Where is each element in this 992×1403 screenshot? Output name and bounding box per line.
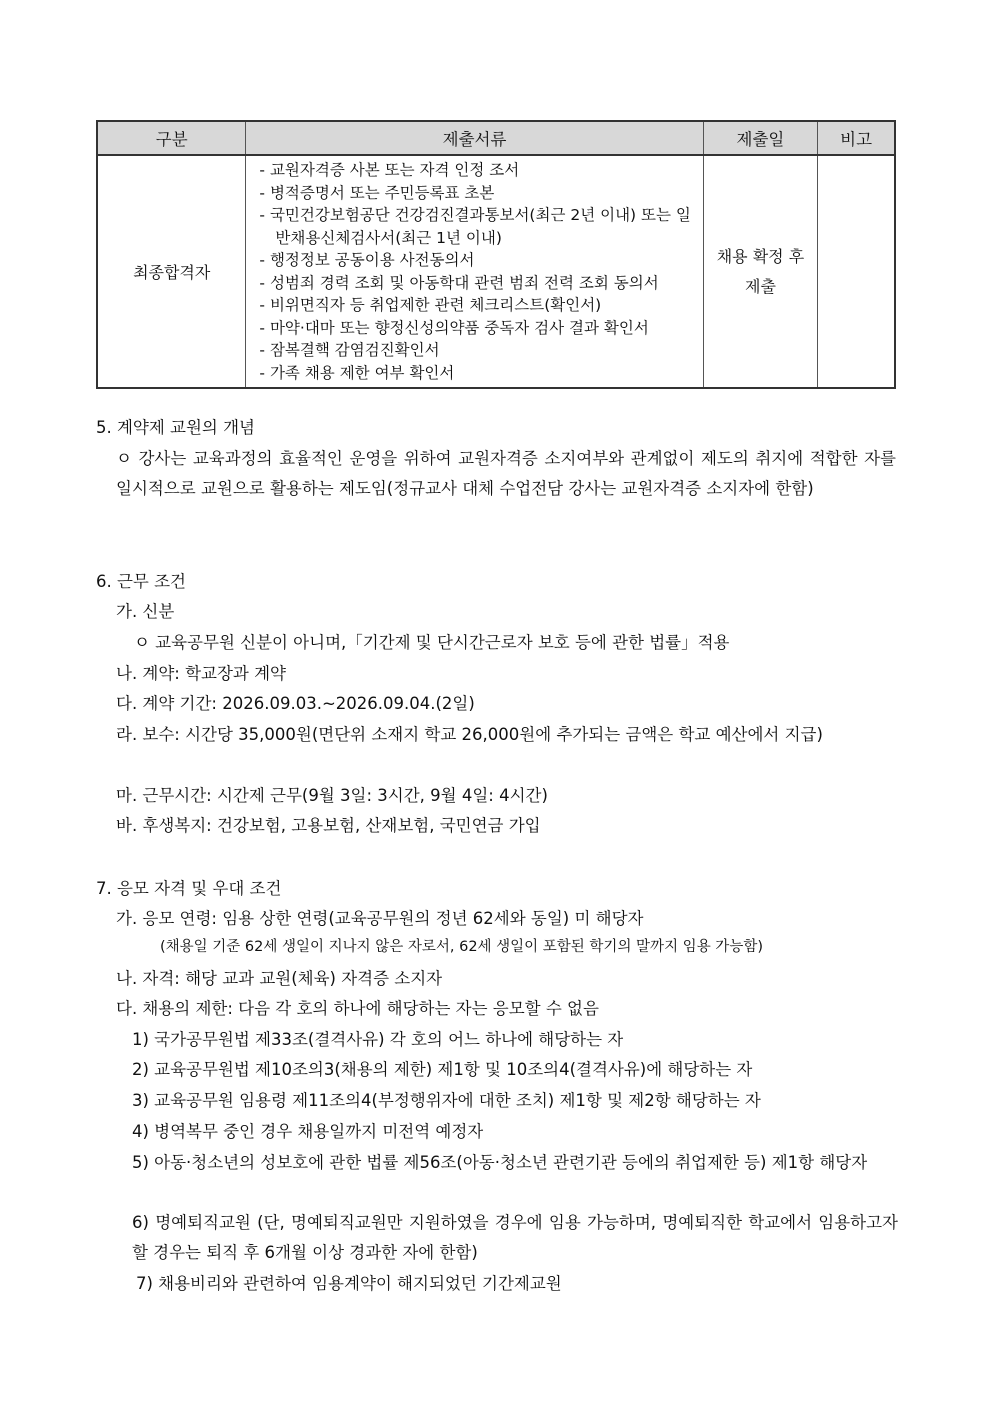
section7-title: 7. 응모 자격 및 우대 조건 (96, 879, 282, 898)
section7-ga: 가. 응모 연령: 임용 상한 연령(교육공무원의 정년 62세와 동일) 미 해당자 (116, 909, 644, 928)
section5-title: 5. 계약제 교원의 개념 (96, 418, 255, 437)
list-item: - 행정정보 공동이용 사전동의서 (259, 249, 697, 272)
list-item: 7) 채용비리와 관련하여 임용계약이 해지되었던 기간제교원 (136, 1274, 562, 1293)
submission-documents-table (96, 120, 896, 389)
list-item: 3) 교육공무원 임용령 제11조의4(부정행위자에 대한 조치) 제1항 및 제2항 해당하는 자 (132, 1091, 761, 1110)
submission-date-cell (703, 155, 818, 388)
submission-date-line2: 제출 (744, 276, 776, 296)
category-cell: 최종합격자 (97, 155, 246, 388)
list-item: 1) 국가공무원법 제33조(결격사유) 각 호의 어느 하나에 해당하는 자 (132, 1030, 624, 1049)
section5-body (116, 444, 896, 504)
list-item: - 가족 채용 제한 여부 확인서 (259, 362, 697, 385)
documents-list (247, 157, 701, 386)
documents-cell (246, 155, 703, 388)
list-item: - 국민건강보험공단 건강검진결과통보서(최근 2년 이내) 또는 일반채용신체검사서(최근 1년 이내) (259, 204, 697, 249)
section6-ga: 가. 신분 (116, 602, 175, 621)
list-item: - 잠복결핵 감염검진확인서 (259, 339, 697, 362)
section6-ba: 바. 후생복지: 건강보험, 고용보험, 산재보험, 국민연금 가입 (116, 816, 541, 835)
list-item: 5) 아동·청소년의 성보호에 관한 법률 제56조(아동·청소년 관련기관 등에의 취업제한 등) 제1항 해당자 (132, 1153, 868, 1172)
remarks-cell (818, 155, 895, 388)
section7-da: 다. 채용의 제한: 다음 각 호의 하나에 해당하는 자는 응모할 수 없음 (116, 999, 599, 1018)
list-item: 2) 교육공무원법 제10조의3(채용의 제한) 제1항 및 10조의4(결격사유)에 해당하는 자 (132, 1060, 753, 1079)
header-submission-date: 제출일 (703, 121, 818, 155)
section6-ra: 라. 보수: 시간당 35,000원(면단위 소재지 학교 26,000원에 추가되는 금액은 학교 예산에서 지급) (116, 725, 823, 744)
section7-na: 나. 자격: 해당 교과 교원(체육) 자격증 소지자 (116, 969, 443, 988)
list-item: 6) 명예퇴직교원 (단, 명예퇴직교원만 지원하였을 경우에 임용 가능하며, 명예퇴직한 학교에서 임용하고자 할 경우는 퇴직 후 6개월 이상 경과한 자에 한함) (132, 1213, 898, 1262)
header-category: 구분 (97, 121, 246, 155)
table-row (97, 155, 895, 388)
list-item: 4) 병역복무 중인 경우 채용일까지 미전역 예정자 (132, 1122, 484, 1141)
list-item: - 마약·대마 또는 향정신성의약품 중독자 검사 결과 확인서 (259, 317, 697, 340)
section7-ga-note: (채용일 기준 62세 생일이 지나지 않은 자로서, 62세 생일이 포함된 학기의 말까지 임용 가능함) (160, 939, 763, 955)
table-header-row (97, 121, 895, 155)
list-item: - 비위면직자 등 취업제한 관련 체크리스트(확인서) (259, 294, 697, 317)
section6-title: 6. 근무 조건 (96, 572, 186, 591)
section6-ga-detail: ㅇ 교육공무원 신분이 아니며,「기간제 및 단시간근로자 보호 등에 관한 법률」적용 (134, 633, 730, 652)
list-item: - 병적증명서 또는 주민등록표 초본 (259, 182, 697, 205)
section6-na: 나. 계약: 학교장과 계약 (116, 664, 286, 683)
submission-date-line1: 채용 확정 후 (716, 246, 805, 266)
section5-body-text: ㅇ 강사는 교육과정의 효율적인 운영을 위하여 교원자격증 소지여부와 관계없이 제도의 취지에 적합한 자를 일시적으로 교원으로 활용하는 제도임(정규교사 대체 수업전담 강사는 교원자격증 소지자에 한함) (116, 449, 896, 498)
header-documents: 제출서류 (246, 121, 703, 155)
section6-ma: 마. 근무시간: 시간제 근무(9월 3일: 3시간, 9월 4일: 4시간) (116, 786, 548, 805)
section6-da: 다. 계약 기간: 2026.09.03.~2026.09.04.(2일) (116, 694, 475, 713)
list-item: - 교원자격증 사본 또는 자격 인정 조서 (259, 159, 697, 182)
list-item: - 성범죄 경력 조회 및 아동학대 관련 범죄 전력 조회 동의서 (259, 272, 697, 295)
header-remarks: 비고 (818, 121, 895, 155)
